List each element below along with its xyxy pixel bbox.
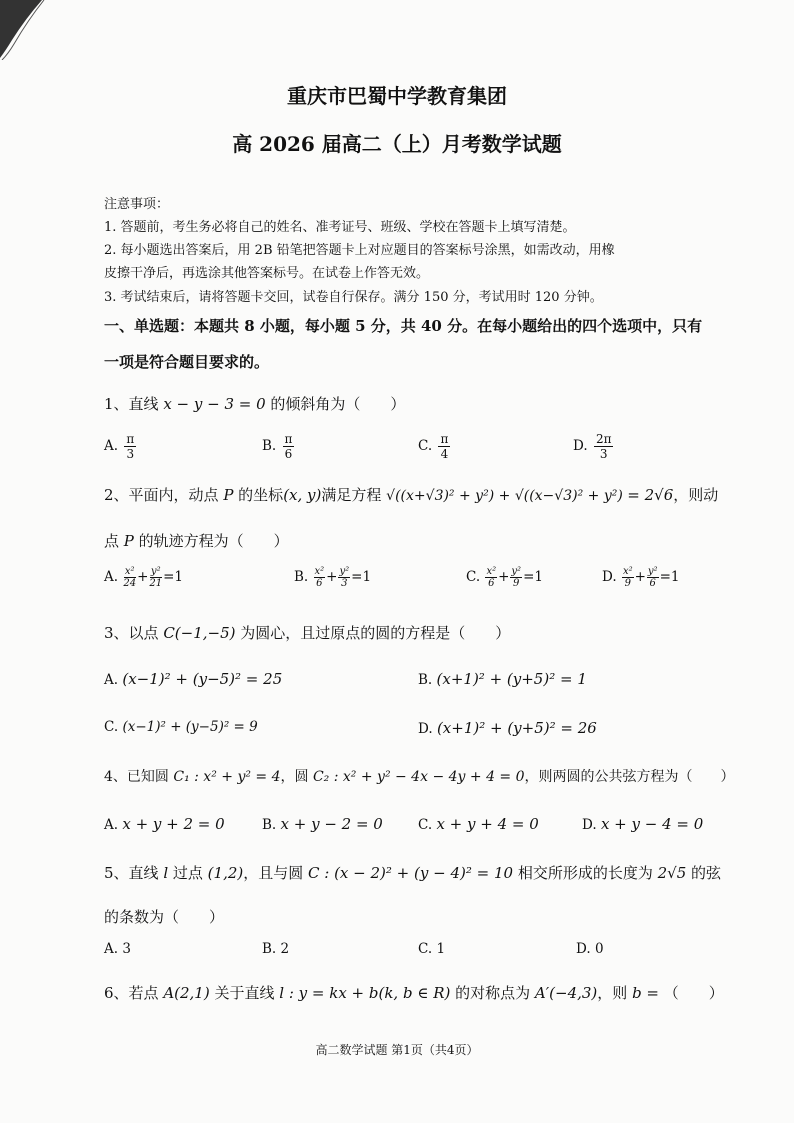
q5-option-a[interactable]: A. 3 — [104, 941, 131, 957]
q3-option-b[interactable]: B. (x+1)² + (y+5)² = 1 — [418, 670, 587, 688]
q4-option-b[interactable]: B. x + y − 2 = 0 — [262, 815, 383, 833]
question-5: 5、直线 l 过点 (1,2)，且与圆 C : (x − 2)² + (y − 4)² = 10 相交所形成的长度为 2√5 的弦 — [104, 864, 722, 882]
q3-option-d[interactable]: D. (x+1)² + (y+5)² = 26 — [418, 719, 597, 737]
page-footer: 高二数学试题 第1页（共4页） — [315, 1043, 479, 1057]
notes-heading: 注意事项： — [104, 197, 170, 212]
question-5-cont: 的条数为（ ） — [104, 908, 225, 926]
q5-option-b[interactable]: B. 2 — [262, 941, 290, 957]
q4-option-a[interactable]: A. x + y + 2 = 0 — [104, 815, 225, 833]
question-4: 4、已知圆 C₁ : x² + y² = 4，圆 C₂ : x² + y² − 4x − 4y + 4 = 0，则两圆的公共弦方程为（ ） — [104, 769, 735, 785]
question-2-cont: 点 P 的轨迹方程为（ ） — [104, 532, 289, 550]
question-1: 1、直线 x − y − 3 = 0 的倾斜角为（ ） — [104, 395, 406, 413]
scan-corner-mark — [0, 0, 60, 60]
question-6: 6、若点 A(2,1) 关于直线 l : y = kx + b(k, b ∈ R) 的对称点为 A′(−4,3)，则 b = （ ） — [104, 984, 724, 1002]
exam-title: 高 2026 届高二（上）月考数学试题 — [232, 132, 562, 156]
school-name: 重庆市巴蜀中学教育集团 — [287, 84, 507, 108]
q3-option-a[interactable]: A. (x−1)² + (y−5)² = 25 — [104, 670, 283, 688]
q1-option-d[interactable]: D. $\frac{2\pi}{3}$ — [573, 432, 612, 461]
q2-equation: √((x+√3)² + y²) + √((x−√3)² + y²) — [386, 488, 623, 504]
q2-option-d[interactable]: D. $\frac{\text{x²}}{9}$ + $\frac{\text{y²}}{6}$ =1 — [602, 566, 680, 589]
note-item-3: 3. 考试结束后，请将答题卡交回，试卷自行保存。满分 150 分，考试用时 120 分钟。 — [104, 290, 603, 305]
question-2: 2、平面内，动点 P 的坐标(x, y)满足方程 √((x+√3)² + y²) + √((x−√3)² + y²) = 2√6，则动 — [104, 486, 719, 504]
note-item-2: 2. 每小题选出答案后，用 2B 铅笔把答题卡上对应题目的答案标号涂黑，如需改动，用橡 — [104, 243, 615, 258]
q2-option-b[interactable]: B. $\frac{\text{x²}}{6}$ + $\frac{\text{y²}}{3}$ =1 — [294, 566, 372, 589]
note-item-1: 1. 答题前，考生务必将自己的姓名、准考证号、班级、学校在答题卡上填写清楚。 — [104, 220, 576, 235]
question-3: 3、以点 C(−1,−5) 为圆心，且过原点的圆的方程是（ ） — [104, 624, 511, 642]
q4-option-d[interactable]: D. x + y − 4 = 0 — [582, 815, 704, 833]
note-item-2-cont: 皮擦干净后，再选涂其他答案标号。在试卷上作答无效。 — [104, 266, 430, 281]
q2-option-a[interactable]: A. $\frac{\text{x²}}{24}$ + $\frac{\text{y²}}{21}$ =1 — [104, 566, 184, 589]
q5-option-c[interactable]: C. 1 — [418, 941, 446, 957]
section-heading-cont: 一项是符合题目要求的。 — [104, 353, 270, 371]
q3-option-c[interactable]: C. (x−1)² + (y−5)² = 9 — [104, 719, 258, 735]
q1-option-b[interactable]: B. $\frac{\pi}{6}$ — [262, 432, 293, 461]
q1-equation: x − y − 3 = 0 — [163, 395, 266, 413]
q4-option-c[interactable]: C. x + y + 4 = 0 — [418, 815, 539, 833]
q5-option-d[interactable]: D. 0 — [576, 941, 604, 957]
q1-option-c[interactable]: C. $\frac{\pi}{4}$ — [418, 432, 449, 461]
section-heading: 一、单选题：本题共 8 小题，每小题 5 分，共 40 分。在每小题给出的四个选项中，只有 — [104, 317, 703, 335]
q1-option-a[interactable]: A. $\frac{\pi}{3}$ — [104, 432, 135, 461]
q2-option-c[interactable]: C. $\frac{\text{x²}}{6}$ + $\frac{\text{y²}}{9}$ =1 — [466, 566, 543, 589]
